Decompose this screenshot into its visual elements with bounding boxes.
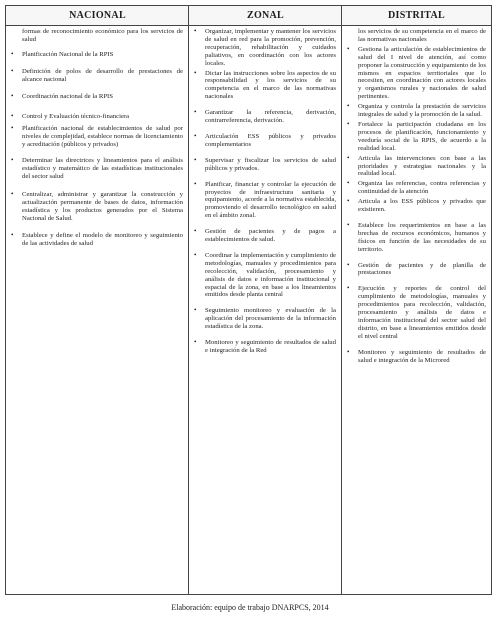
zonal-item-text: Supervisar y fiscalizar los servicios de salud públicos y privados. [205,156,336,172]
bullet-icon: • [194,338,197,347]
nacional-item-text: formas de reconocimiento económico para los servicios de salud [22,28,183,43]
nacional-list-item [10,28,183,44]
bullet-icon: • [347,179,350,188]
bullet-icon: • [194,306,197,315]
nacional-list-item [10,113,183,121]
nacional-list-item [10,51,183,59]
zonal-list-item [193,133,336,149]
column-zonal [191,28,339,592]
header-zonal: ZONAL [189,6,342,26]
competencies-table [5,5,492,595]
zonal-item-text: Seguimiento monitoreo y evaluación de la aplicación del procesamiento de la información estadística de la zona. [205,307,336,331]
nacional-item-text: Coordinación nacional de la RPIS [22,92,114,100]
distrital-item-text: Gestión de pacientes y de planilla de prestaciones [358,261,486,277]
bullet-icon: • [194,227,197,236]
distrital-list-item [346,103,486,119]
distrital-list-item [346,121,486,153]
zonal-item-text: Coordinar la implementación y cumplimiento de metodologías, manuales y procedimientos para recolección, validación, procesamiento y análisis de datos e información institucional y espacial de la zona, en base a los lineamientos emitidos desde planta central [205,251,336,299]
nacional-item-text: Planificación nacional de establecimientos de salud por niveles de complejidad, establece normas de licenciamiento y acreditación (públicos y privados) [22,125,183,149]
distrital-list [346,28,486,365]
table-caption: Elaboración: equipo de trabajo DNARPCS, 2014 [171,603,329,612]
bullet-icon: • [194,250,197,259]
column-nacional [8,28,186,592]
nacional-list-item [10,93,183,101]
bullet-icon: • [194,155,197,164]
distrital-list-item [346,28,486,44]
bullet-icon: • [347,197,350,206]
zonal-list-item [193,252,336,299]
zonal-item-text: Articulación ESS públicos y privados complementarios [205,132,336,148]
nacional-list-item [10,191,183,223]
bullet-icon: • [347,220,350,229]
nacional-item-text: Planificación Nacional de la RPIS [22,50,114,58]
bullet-icon: • [347,347,350,356]
nacional-list-item [10,68,183,84]
nacional-list-item [10,157,183,181]
bullet-icon: • [194,131,197,140]
zonal-list-item [193,157,336,173]
bullet-icon: • [194,108,197,117]
distrital-item-text: Establece los requerimientos en base a las brechas de recursos económicos, humanos y físicos en función de las necesidades de su territorio. [358,221,486,253]
nacional-item-text: Establece y define el modelo de monitoreo y seguimiento de las actividades de salud [22,232,183,248]
zonal-list-item [193,109,336,125]
bullet-icon: • [347,284,350,293]
distrital-item-text: Gestiona la articulación de establecimientos de salud del I nivel de atención, así como proponer la construcción y equipamiento de los mismos en espacios territoriales que lo necesiten, en coordinación con actores locales y organismos rurales y nacionales de salud pertinentes. [358,45,486,101]
distrital-list-item [346,198,486,214]
bullet-icon: • [11,112,14,121]
distrital-item-text: Ejecución y reportes de control del cumplimiento de metodologías, manuales y procedimientos para recolección, validación, procesamiento y análisis de datos e información institucional del sector salud del distrito, en base a lineamientos emitidos desde el nivel central [358,285,486,340]
bullet-icon: • [347,260,350,269]
distrital-item-text: Organiza y controla la prestación de servicios integrales de salud y la promoción de la salud. [358,103,486,119]
column-divider [341,6,342,594]
bullet-icon: • [11,66,14,75]
zonal-item-text: Monitoreo y seguimiento de resultados de salud e integración de la Red [205,339,336,354]
bullet-icon: • [194,68,197,77]
distrital-item-text: Articula a los ESS públicos y privados que existieren. [358,198,486,214]
distrital-item-text: Fortalece la participación ciudadana en los procesos de planificación, funcionamiento y veeduría social de la RPIS, de acuerdo a la realidad local. [358,120,486,152]
nacional-item-text: Centralizar, administrar y garantizar la construcción y actualización permanente de bases de datos, información estadística y los productos generados por el Sistema Nacional de Salud. [22,190,183,222]
header-distrital: DISTRITAL [342,6,491,26]
distrital-list-item [346,349,486,365]
distrital-item-text: los servicios de su competencia en el marco de las normativas nacionales [358,28,486,43]
nacional-item-text: Definición de polos de desarrollo de prestaciones de alcance nacional [22,67,183,83]
bullet-icon: • [11,124,14,133]
zonal-list-item [193,28,336,68]
bullet-icon: • [11,231,14,240]
distrital-list-item [346,222,486,254]
zonal-item-text: Organizar, implementar y mantener los servicios de salud en red para la promoción, prevención, recuperación, rehabilitación y cuidados paliativos, en coordinación con los actores locales. [205,28,336,67]
distrital-list-item [346,180,486,196]
zonal-list-item [193,228,336,244]
zonal-item-text: Garantizar la referencia, derivación, contrarreferencia, derivación. [205,109,336,125]
distrital-list-item [346,46,486,101]
bullet-icon: • [11,189,14,198]
nacional-item-text: Control y Evaluación técnico-financiera [22,113,130,121]
header-nacional: NACIONAL [6,6,189,26]
bullet-icon: • [347,102,350,111]
bullet-icon: • [347,153,350,162]
nacional-item-text: Determinar las directrices y lineamientos para el análisis estadístico y matemático de las estadísticas institucionales del sector salud [22,157,183,180]
bullet-icon: • [194,179,197,188]
nacional-list [10,28,183,248]
distrital-list-item [346,155,486,179]
distrital-item-text: Organiza las referencias, contra referencias y continuidad de la atención [358,180,486,196]
zonal-list-item [193,70,336,102]
bullet-icon: • [347,119,350,128]
bullet-icon: • [194,28,197,35]
distrital-list-item [346,285,486,340]
zonal-list [193,28,336,355]
zonal-list-item [193,181,336,221]
bullet-icon: • [347,44,350,53]
zonal-list-item [193,339,336,355]
bullet-icon: • [11,156,14,165]
bullet-icon: • [11,49,14,58]
distrital-item-text: Articula las intervenciones con base a las prioridades y estrategias nacionales y la realidad local. [358,154,486,178]
column-divider [188,6,189,594]
distrital-item-text: Monitoreo y seguimiento de resultados de salud e integración de la Microred [358,348,486,364]
nacional-list-item [10,232,183,248]
zonal-item-text: Dictar las instrucciones sobre los aspectos de su responsabilidad y los servicios de su competencia en el marco de las normativas nacionales [205,69,336,101]
zonal-item-text: Gestión de pacientes y de pagos a establecimientos de salud. [205,228,336,244]
column-distrital [344,28,489,592]
nacional-list-item [10,125,183,149]
zonal-list-item [193,307,336,331]
distrital-list-item [346,262,486,278]
zonal-item-text: Planificar, financiar y controlar la ejecución de proyectos de infraestructura sanitaria y equipamiento, acorde a la normativa establecida, promoviendo el desarrollo tecnológico en salud en el ámbito zonal. [205,180,336,220]
bullet-icon: • [11,91,14,100]
